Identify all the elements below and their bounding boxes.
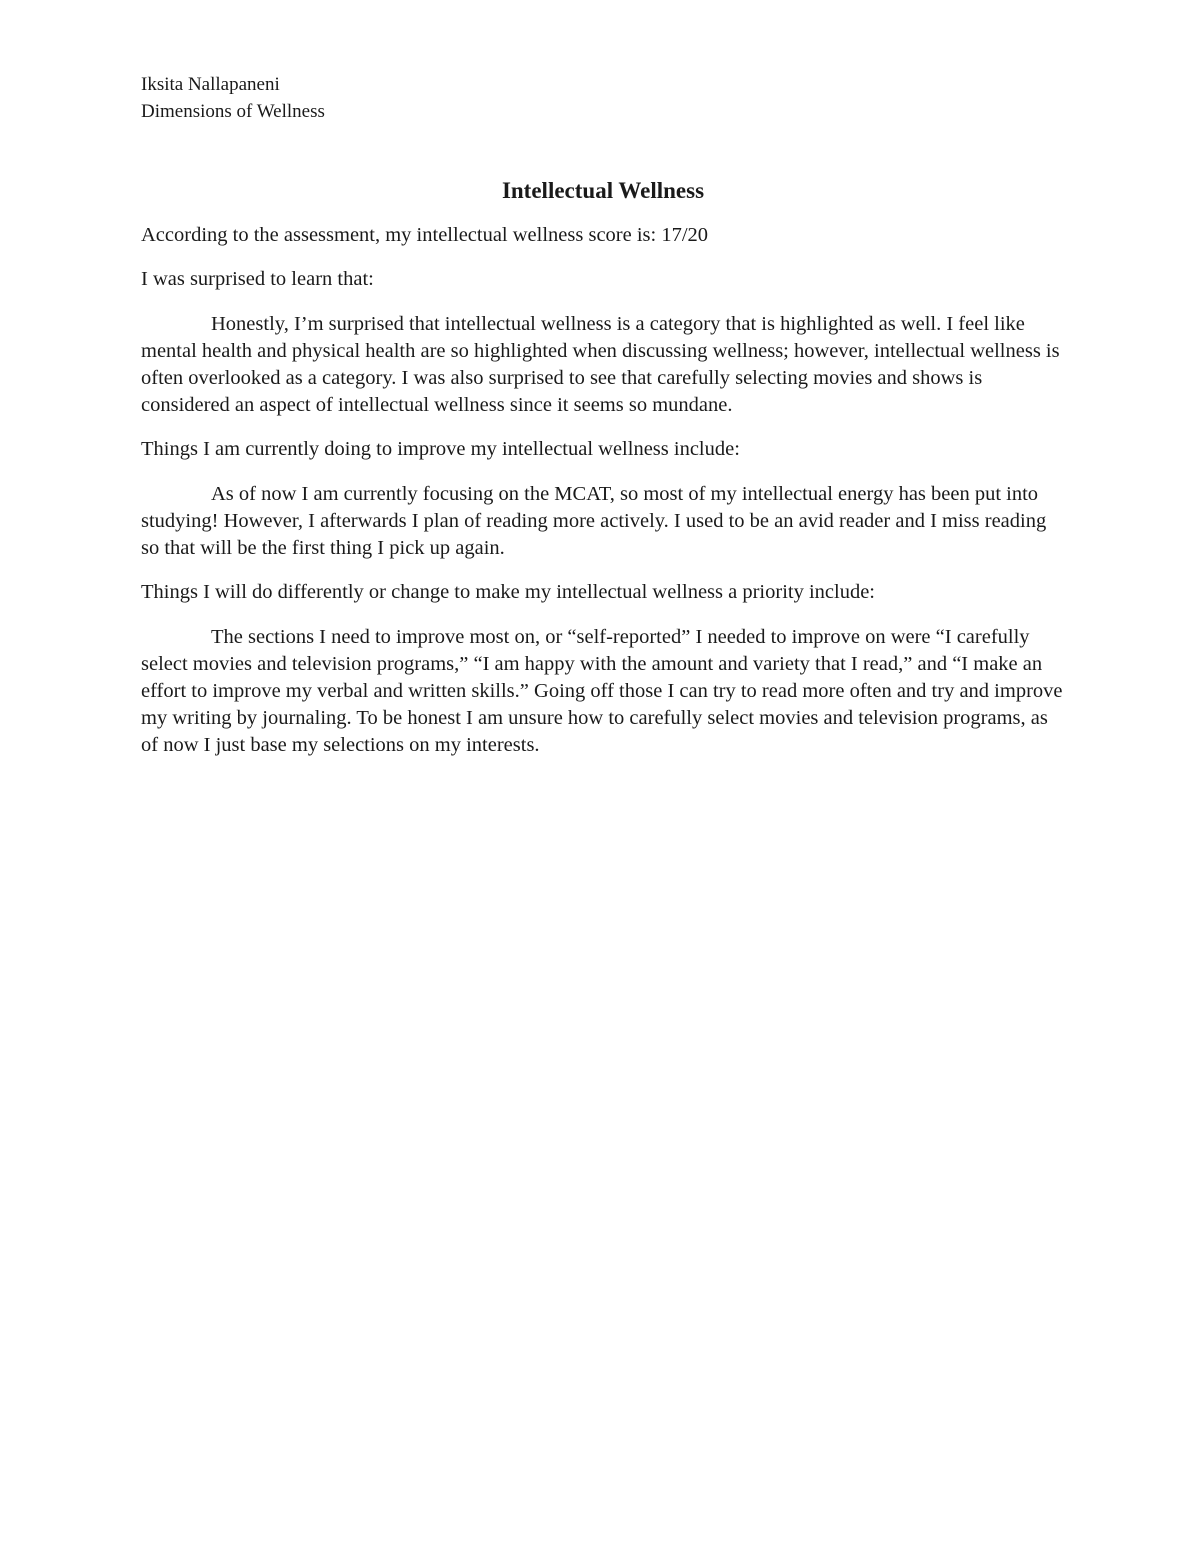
course-name: Dimensions of Wellness <box>141 101 325 122</box>
section-prompt-surprised: I was surprised to learn that: <box>141 268 374 290</box>
section-prompt-change: Things I will do differently or change to make my intellectual wellness a priority include: <box>141 581 876 603</box>
score-line: According to the assessment, my intellectual wellness score is: 17/20 <box>141 224 709 246</box>
section-answer-current: As of now I am currently focusing on the MCAT, so most of my intellectual energy has been put into studying! However, I afterwards I plan of reading more actively. I used to be an avid reader and I miss reading so that will be the first thing I pick up again. <box>141 483 1047 559</box>
section-answer-change: The sections I need to improve most on, or “self-reported” I needed to improve on were “I carefully select movies and television programs,” “I am happy with the amount and variety that I read,” and “I make an effort to improve my verbal and written skills.” Going off those I can try to read more often and try and improve my writing by journaling. To be honest I am unsure how to carefully select movies and television programs, as of now I just base my selections on my interests. <box>141 626 1063 756</box>
document-body <box>141 71 1065 759</box>
author-name: Iksita Nallapaneni <box>141 74 280 95</box>
document-title: Intellectual Wellness <box>501 178 705 203</box>
section-answer-surprised: Honestly, I’m surprised that intellectual wellness is a category that is highlighted as well. I feel like mental health and physical health are so highlighted when discussing wellness; however, intellectual wellness is often overlooked as a category. I was also surprised to see that carefully selecting movies and shows is considered an aspect of intellectual wellness since it seems so mundane. <box>141 313 1060 416</box>
section-prompt-current: Things I am currently doing to improve my intellectual wellness include: <box>141 438 740 460</box>
